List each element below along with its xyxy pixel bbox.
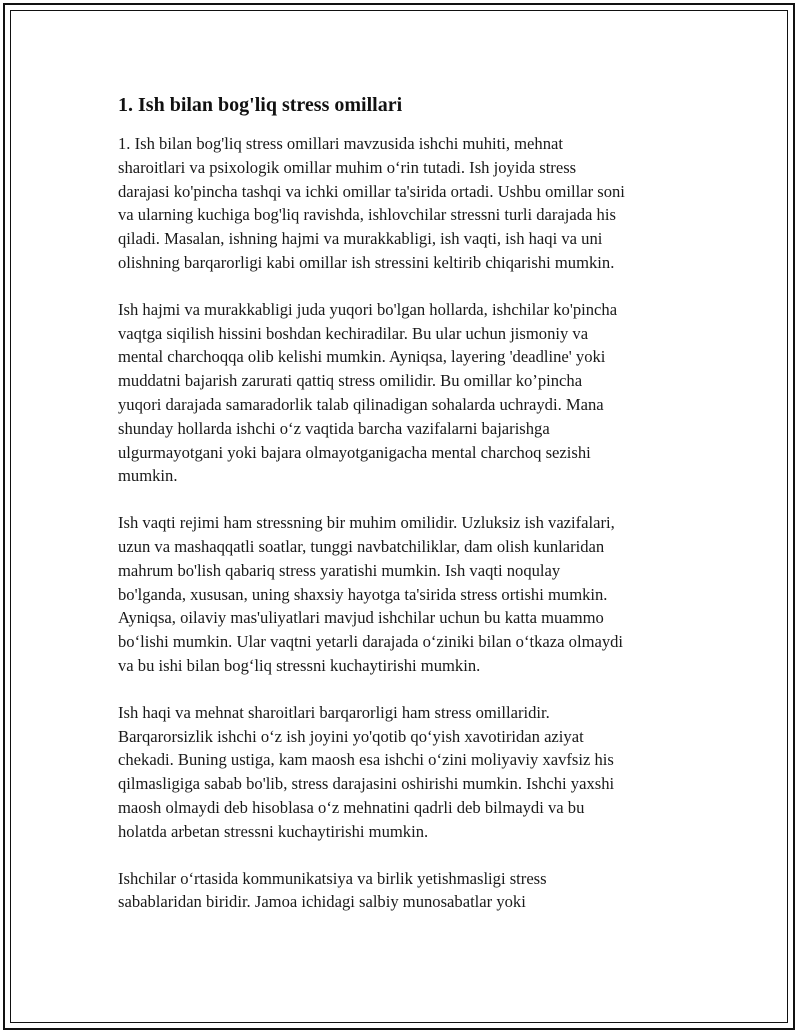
text-line: va bu ishi bilan bog‘liq stressni kuchaytirishi mumkin. bbox=[118, 655, 481, 675]
text-line: qiladi. Masalan, ishning hajmi va murakkabligi, ish vaqti, ish haqi va uni bbox=[118, 229, 603, 249]
text-line: muddatni bajarish zarurati qattiq stress omilidir. Bu omillar ko’pincha bbox=[118, 371, 583, 391]
text-line: vaqtga siqilish hissini boshdan kechiradilar. Bu ular uchun jismoniy va bbox=[118, 323, 589, 343]
text-line: Ayniqsa, oilaviy mas'uliyatlari mavjud ishchilar uchun bu katta muammo bbox=[118, 608, 604, 628]
text-line: maosh olmaydi deb hisoblasa o‘z mehnatini qadrli deb bilmaydi va bu bbox=[118, 797, 585, 817]
text-line: bo'lganda, xususan, uning shaxsiy hayotga ta'sirida stress ortishi mumkin. bbox=[118, 584, 608, 604]
text-line: shunday hollarda ishchi o‘z vaqtida barcha vazifalarni bajarishga bbox=[118, 418, 550, 438]
text-line: uzun va mashaqqatli soatlar, tunggi navbatchiliklar, dam olish kunlaridan bbox=[118, 536, 605, 556]
text-line: Barqarorsizlik ishchi o‘z ish joyini yo'qotib qo‘yish xavotiridan aziyat bbox=[118, 726, 584, 746]
paragraph-intro bbox=[118, 132, 698, 275]
paragraph-communication bbox=[118, 867, 698, 915]
text-line: darajasi ko'pincha tashqi va ichki omillar ta'sirida ortadi. Ushbu omillar soni bbox=[118, 181, 625, 201]
text-line: mental charchoqqa olib kelishi mumkin. Ayniqsa, layering 'deadline' yoki bbox=[118, 347, 606, 367]
text-line: sabablaridan biridir. Jamoa ichidagi salbiy munosabatlar yoki bbox=[118, 892, 526, 912]
text-line: Ishchilar o‘rtasida kommunikatsiya va birlik yetishmasligi stress bbox=[118, 868, 547, 888]
text-line: mumkin. bbox=[118, 466, 178, 486]
text-line: bo‘lishi mumkin. Ular vaqtni yetarli darajada o‘ziniki bilan o‘tkaza olmaydi bbox=[118, 632, 624, 652]
section-heading: 1. Ish bilan bog'liq stress omillari bbox=[118, 94, 403, 116]
paragraph-pay-stability bbox=[118, 701, 698, 844]
text-line: holatda arbetan stressni kuchaytirishi mumkin. bbox=[118, 821, 429, 841]
text-line: ulgurmayotgani yoki bajara olmayotganigacha mental charchoq sezishi bbox=[118, 442, 591, 462]
text-line: olishning barqarorligi kabi omillar ish stressini keltirib chiqarishi mumkin. bbox=[118, 252, 615, 272]
paragraph-work-hours bbox=[118, 511, 698, 678]
text-line: yuqori darajada samaradorlik talab qilinadigan sohalarda uchraydi. Mana bbox=[118, 394, 604, 414]
paragraph-workload bbox=[118, 298, 698, 488]
text-line: Ish vaqti rejimi ham stressning bir muhim omilidir. Uzluksiz ish vazifalari, bbox=[118, 513, 615, 533]
document-body bbox=[118, 92, 698, 937]
text-line: mahrum bo'lish qabariq stress yaratishi mumkin. Ish vaqti noqulay bbox=[118, 560, 561, 580]
text-line: va ularning kuchiga bog'liq ravishda, ishlovchilar stressni turli darajada his bbox=[118, 205, 616, 225]
text-line: qilmasligiga sabab bo'lib, stress darajasini oshirishi mumkin. Ishchi yaxshi bbox=[118, 774, 615, 794]
text-line: 1. Ish bilan bog'liq stress omillari mavzusida ishchi muhiti, mehnat bbox=[118, 134, 563, 153]
text-line: chekadi. Buning ustiga, kam maosh esa ishchi o‘zini moliyaviy xavfsiz his bbox=[118, 750, 614, 770]
text-line: Ish haqi va mehnat sharoitlari barqarorligi ham stress omillaridir. bbox=[118, 702, 550, 722]
text-line: Ish hajmi va murakkabligi juda yuqori bo'lgan hollarda, ishchilar ko'pincha bbox=[118, 299, 618, 319]
text-line: sharoitlari va psixologik omillar muhim o‘rin tutadi. Ish joyida stress bbox=[118, 157, 577, 177]
